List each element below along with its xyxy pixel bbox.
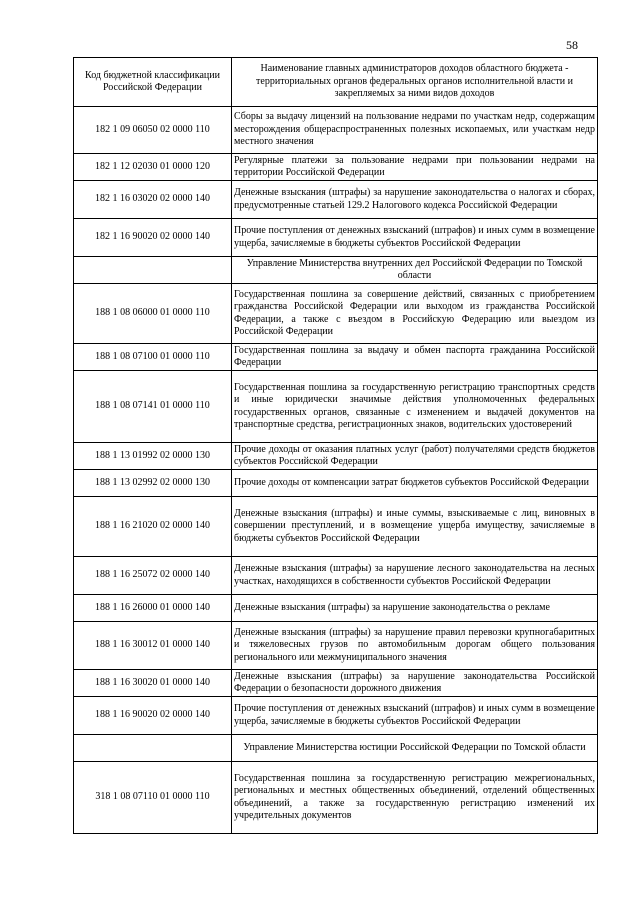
table-row (74, 622, 598, 670)
section-title-cell: Управление Министерства юстиции Российской Федерации по Томской области (232, 735, 598, 762)
revenue-administrators-table (73, 57, 598, 834)
revenue-name-cell: Государственная пошлина за государственную регистрацию межрегиональных, региональных и местных общественных объединений, отделений общественных объединений, а также за государственную регистрацию изменений их учредительных документов (232, 762, 598, 834)
revenue-code-cell: 188 1 16 25072 02 0000 140 (74, 557, 232, 595)
revenue-code-cell: 188 1 16 90020 02 0000 140 (74, 697, 232, 735)
revenue-code-cell: 188 1 08 07141 01 0000 110 (74, 371, 232, 443)
revenue-code-cell: 182 1 16 90020 02 0000 140 (74, 219, 232, 257)
revenue-code-cell: 188 1 13 01992 02 0000 130 (74, 443, 232, 470)
revenue-code-cell: 188 1 16 30020 01 0000 140 (74, 670, 232, 697)
revenue-code-cell: 188 1 13 02992 02 0000 130 (74, 470, 232, 497)
table-row (74, 595, 598, 622)
table-row (74, 284, 598, 344)
section-header-row (74, 257, 598, 284)
revenue-code-cell (74, 735, 232, 762)
revenue-name-cell: Денежные взыскания (штрафы) за нарушение законодательства Российской Федерации о безопасности дорожного движения (232, 670, 598, 697)
table-row (74, 670, 598, 697)
section-header-row (74, 735, 598, 762)
table-row (74, 557, 598, 595)
revenue-name-cell: Прочие поступления от денежных взысканий (штрафов) и иных сумм в возмещение ущерба, зачисляемые в бюджеты субъектов Российской Федерации (232, 697, 598, 735)
section-title-cell: Управление Министерства внутренних дел Российской Федерации по Томской области (232, 257, 598, 284)
table-row (74, 762, 598, 834)
revenue-name-cell: Денежные взыскания (штрафы) за нарушение законодательства о рекламе (232, 595, 598, 622)
revenue-code-cell: 188 1 16 30012 01 0000 140 (74, 622, 232, 670)
revenue-name-cell: Денежные взыскания (штрафы) за нарушение лесного законодательства на лесных участках, находящихся в собственности субъектов Российской Федерации (232, 557, 598, 595)
table-header-row (74, 58, 598, 107)
table-row (74, 371, 598, 443)
revenue-code-cell: 182 1 12 02030 01 0000 120 (74, 154, 232, 181)
revenue-name-cell: Прочие доходы от компенсации затрат бюджетов субъектов Российской Федерации (232, 470, 598, 497)
table-row (74, 697, 598, 735)
revenue-name-cell: Прочие поступления от денежных взысканий (штрафов) и иных сумм в возмещение ущерба, зачисляемые в бюджеты субъектов Российской Федерации (232, 219, 598, 257)
revenue-code-cell: 188 1 16 26000 01 0000 140 (74, 595, 232, 622)
revenue-code-cell: 182 1 16 03020 02 0000 140 (74, 181, 232, 219)
revenue-code-cell: 188 1 08 06000 01 0000 110 (74, 284, 232, 344)
revenue-name-cell: Государственная пошлина за государственную регистрацию транспортных средств и иные юридически значимые действия уполномоченных федеральных государственных органов, связанные с изменением и выдачей документов на транспортные средства, регистрационных знаков, водительских удостоверений (232, 371, 598, 443)
page-number: 58 (566, 38, 578, 52)
revenue-name-cell: Прочие доходы от оказания платных услуг (работ) получателями средств бюджетов субъектов Российской Федерации (232, 443, 598, 470)
revenue-name-cell: Денежные взыскания (штрафы) за нарушение правил перевозки крупногабаритных и тяжеловесных грузов по автомобильным дорогам общего пользования регионального или межмуниципального значения (232, 622, 598, 670)
revenue-name-cell: Государственная пошлина за выдачу и обмен паспорта гражданина Российской Федерации (232, 344, 598, 371)
revenue-code-cell: 188 1 08 07100 01 0000 110 (74, 344, 232, 371)
header-code: Код бюджетной классификации Российской Федерации (74, 58, 232, 107)
revenue-name-cell: Сборы за выдачу лицензий на пользование недрами по участкам недр, содержащим месторождения общераспространенных полезных ископаемых, или участкам недр местного значения (232, 107, 598, 154)
table-row (74, 344, 598, 371)
table-row (74, 107, 598, 154)
header-name: Наименование главных администраторов доходов областного бюджета - территориальных органов федеральных органов исполнительной власти и закрепляемых за ними видов доходов (232, 58, 598, 107)
revenue-code-cell: 188 1 16 21020 02 0000 140 (74, 497, 232, 557)
table-row (74, 181, 598, 219)
table-row (74, 443, 598, 470)
revenue-code-cell: 182 1 09 06050 02 0000 110 (74, 107, 232, 154)
table-row (74, 219, 598, 257)
revenue-name-cell: Регулярные платежи за пользование недрами при пользовании недрами на территории Российской Федерации (232, 154, 598, 181)
table-row (74, 470, 598, 497)
table-body (74, 107, 598, 834)
table-row (74, 497, 598, 557)
revenue-code-cell: 318 1 08 07110 01 0000 110 (74, 762, 232, 834)
revenue-name-cell: Денежные взыскания (штрафы) за нарушение законодательства о налогах и сборах, предусмотренные статьей 129.2 Налогового кодекса Российской Федерации (232, 181, 598, 219)
revenue-code-cell (74, 257, 232, 284)
table-row (74, 154, 598, 181)
revenue-name-cell: Денежные взыскания (штрафы) и иные суммы, взыскиваемые с лиц, виновных в совершении преступлений, и в возмещение ущерба имуществу, зачисляемые в бюджеты субъектов Российской Федерации (232, 497, 598, 557)
revenue-name-cell: Государственная пошлина за совершение действий, связанных с приобретением гражданства Российской Федерации или выходом из гражданства Российской Федерации, а также с въездом в Российскую Федерацию или выездом из Российской Федерации (232, 284, 598, 344)
